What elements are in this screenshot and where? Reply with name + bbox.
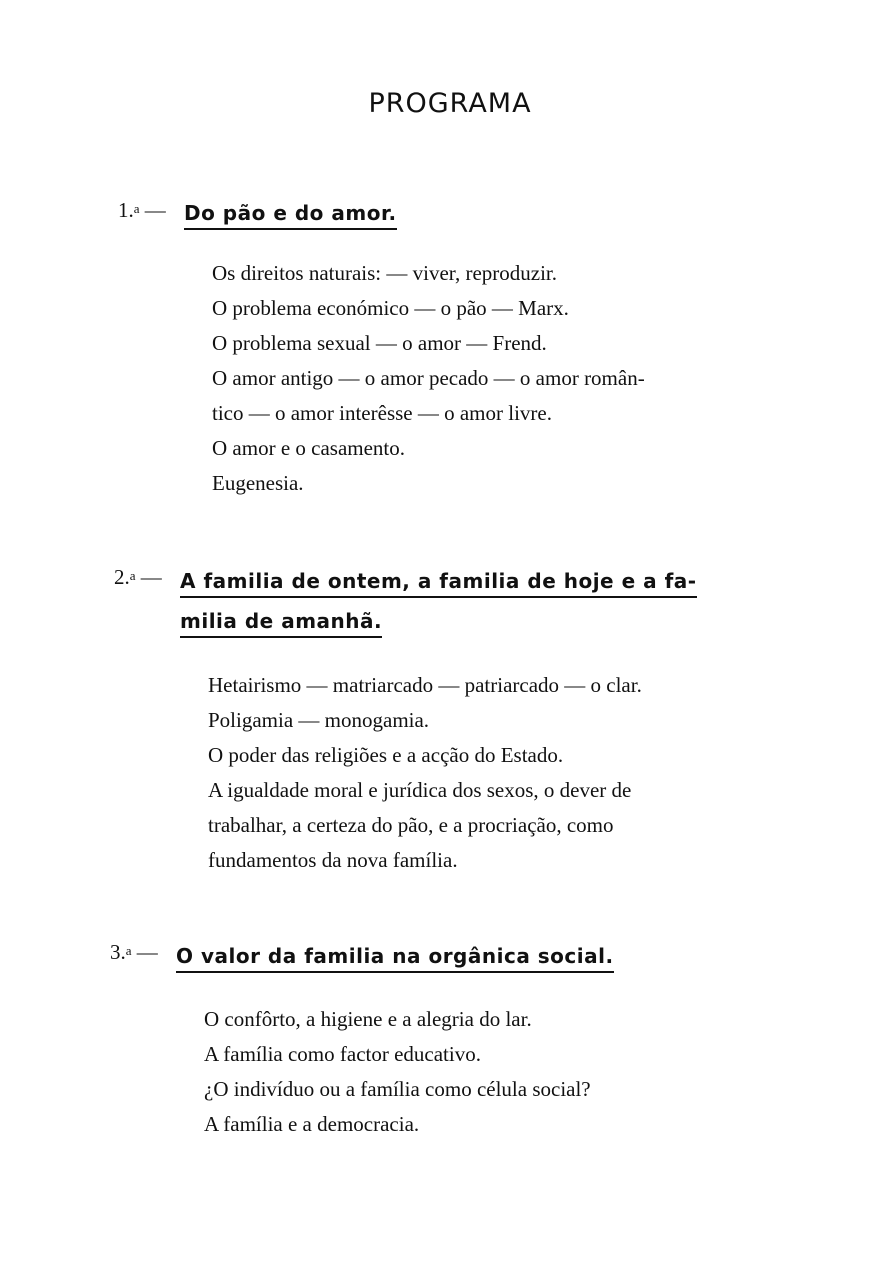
list-item (212, 256, 782, 291)
section-items (204, 1002, 784, 1142)
list-item-text: Hetairismo — matriarcado — patriarcado — o clar. (208, 673, 642, 697)
list-item-text: O problema económico — o pão — Marx. (212, 296, 569, 320)
section-ordinal: a (129, 568, 136, 583)
list-item (208, 668, 788, 703)
section-title-line: A familia de ontem, a familia de hoje e a fa- (180, 568, 697, 598)
section-ordinal: a (125, 943, 132, 958)
section-dash: — (144, 198, 166, 222)
section-title-line: Do pão e do amor. (184, 200, 397, 230)
section-number-value: 3. (110, 940, 126, 964)
list-item (212, 466, 782, 501)
list-item-text: O amor antigo — o amor pecado — o amor român- (212, 366, 645, 390)
list-item-text: O confôrto, a higiene e a alegria do lar. (204, 1007, 532, 1031)
section-items (212, 256, 782, 501)
list-item (204, 1002, 784, 1037)
section-number-value: 1. (118, 198, 134, 222)
section-title (180, 568, 697, 638)
list-item (208, 773, 788, 878)
section-number (118, 198, 166, 223)
list-item (204, 1072, 784, 1107)
section-dash: — (136, 940, 158, 964)
list-item (208, 703, 788, 738)
list-item-text: O amor e o casamento. (212, 436, 406, 460)
list-item-text: Eugenesia. (212, 471, 304, 495)
list-item-text-continued: fundamentos da nova família. (208, 848, 458, 872)
section-number-value: 2. (114, 565, 130, 589)
list-item-text: Poligamia — monogamia. (208, 708, 430, 732)
list-item-text: ¿O indivíduo ou a família como célula social? (204, 1077, 591, 1101)
section-title (184, 200, 397, 230)
list-item-text: O poder das religiões e a acção do Estado. (208, 743, 564, 767)
list-item-text: A família e a democracia. (204, 1112, 420, 1136)
list-item (208, 738, 788, 773)
section-title-line: O valor da familia na orgânica social. (176, 943, 614, 973)
list-item (212, 431, 782, 466)
list-item-text: O problema sexual — o amor — Frend. (212, 331, 547, 355)
section-dash: — (140, 565, 162, 589)
list-item (212, 291, 782, 326)
list-item-text: A família como factor educativo. (204, 1042, 481, 1066)
list-item (212, 361, 782, 431)
section-number (110, 940, 158, 965)
section-title-line: milia de amanhã. (180, 608, 382, 638)
list-item-text-continued: trabalhar, a certeza do pão, e a procriação, como (208, 813, 614, 837)
list-item (204, 1107, 784, 1142)
list-item (204, 1037, 784, 1072)
list-item-text: Os direitos naturais: — viver, reproduzir. (212, 261, 557, 285)
list-item-text: A igualdade moral e jurídica dos sexos, o dever de (208, 778, 632, 802)
section-items (208, 668, 788, 878)
page-title: PROGRAMA (368, 88, 532, 119)
section-number (114, 565, 162, 590)
list-item (212, 326, 782, 361)
section-ordinal: a (133, 201, 140, 216)
list-item-text-continued: tico — o amor interêsse — o amor livre. (212, 401, 552, 425)
section-title (176, 943, 614, 973)
